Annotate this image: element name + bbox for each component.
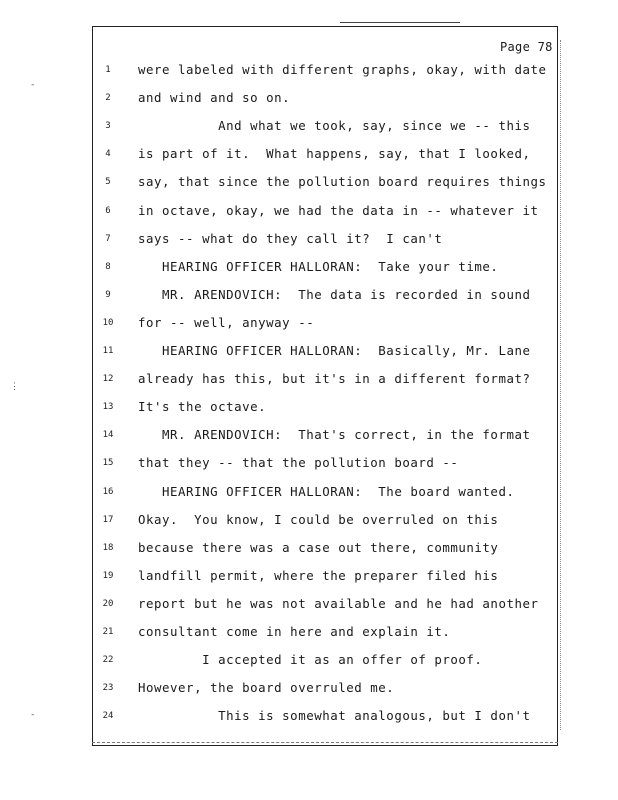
line-text: This is somewhat analogous, but I don't: [138, 708, 531, 724]
transcript-line: [0, 399, 618, 419]
line-number: 8: [105, 261, 111, 272]
line-number: 7: [105, 233, 111, 244]
transcript-line: [0, 231, 618, 251]
transcript-line: [0, 652, 618, 672]
margin-tick: -: [30, 80, 36, 90]
transcript-line: [0, 680, 618, 700]
transcript-line: [0, 146, 618, 166]
line-text: However, the board overruled me.: [138, 680, 395, 696]
line-text: say, that since the pollution board requires things: [138, 174, 547, 190]
line-number: 20: [102, 598, 114, 609]
line-text: and wind and so on.: [138, 90, 291, 106]
transcript-line: [0, 427, 618, 447]
line-text: because there was a case out there, community: [138, 539, 499, 555]
line-number: 6: [105, 205, 111, 216]
line-number: 24: [102, 711, 114, 722]
line-text: MR. ARENDOVICH: That's correct, in the format: [138, 427, 531, 443]
line-text: in octave, okay, we had the data in -- whatever it: [138, 202, 539, 218]
line-text: And what we took, say, since we -- this: [138, 118, 531, 134]
line-text: It's the octave.: [138, 399, 267, 415]
page-number: Page 78: [500, 40, 553, 54]
line-number: 16: [102, 486, 114, 497]
line-number: 9: [105, 289, 111, 300]
line-number: 21: [102, 627, 114, 637]
transcript-line: [0, 455, 618, 475]
line-number: 4: [105, 149, 111, 160]
line-text: I accepted it as an offer of proof.: [138, 652, 483, 668]
line-number: 22: [102, 655, 114, 666]
transcript-line: [0, 118, 618, 138]
line-text: already has this, but it's in a different format?: [138, 371, 531, 387]
transcript-line: [0, 371, 618, 391]
line-text: landfill permit, where the preparer filed his: [138, 567, 499, 583]
transcript-line: [0, 259, 618, 279]
line-text: MR. ARENDOVICH: The data is recorded in sound: [138, 286, 531, 302]
line-text: for -- well, anyway --: [138, 314, 315, 330]
line-number: 2: [105, 93, 111, 104]
line-number: 13: [102, 402, 114, 413]
line-number: 14: [102, 430, 114, 441]
line-text: HEARING OFFICER HALLORAN: The board wanted.: [138, 483, 515, 499]
line-number: 23: [102, 683, 114, 694]
bottom-rule: [92, 742, 558, 743]
transcript-line: [0, 540, 618, 560]
transcript-line: [0, 343, 618, 363]
line-text: that they -- that the pollution board --: [138, 455, 459, 471]
line-number: 19: [102, 570, 114, 581]
line-number: 10: [102, 317, 114, 328]
margin-tick: -: [30, 710, 36, 720]
line-number: 17: [102, 514, 114, 525]
transcript-line: [0, 174, 618, 194]
transcript-line: [0, 512, 618, 532]
line-text: were labeled with different graphs, okay, with date: [138, 62, 547, 77]
transcript-line: [0, 203, 618, 223]
transcript-line: [0, 315, 618, 335]
line-text: says -- what do they call it? I can't: [138, 230, 443, 246]
line-number: 12: [102, 374, 114, 385]
transcript-line: [0, 568, 618, 588]
top-rule: [340, 22, 460, 23]
line-text: HEARING OFFICER HALLORAN: Basically, Mr. Lane: [138, 343, 531, 358]
line-text: consultant come in here and explain it.: [138, 624, 451, 639]
line-number: 18: [102, 542, 114, 553]
line-number: 11: [102, 346, 114, 356]
hole-punch-mark: ⋮: [10, 382, 19, 392]
line-number: 5: [105, 177, 111, 188]
line-text: report but he was not available and he had another: [138, 595, 539, 611]
transcript-line: [0, 90, 618, 110]
line-text: is part of it. What happens, say, that I looked,: [138, 146, 531, 162]
line-number: 1: [105, 65, 111, 75]
transcript-line: [0, 708, 618, 728]
line-text: Okay. You know, I could be overruled on this: [138, 511, 499, 527]
line-number: 3: [105, 121, 111, 132]
line-text: HEARING OFFICER HALLORAN: Take your time.: [138, 258, 499, 274]
transcript-line: [0, 484, 618, 504]
transcript-line: [0, 624, 618, 644]
transcript-line: [0, 596, 618, 616]
transcript-line: [0, 62, 618, 82]
transcript-line: [0, 287, 618, 307]
line-number: 15: [102, 458, 114, 469]
